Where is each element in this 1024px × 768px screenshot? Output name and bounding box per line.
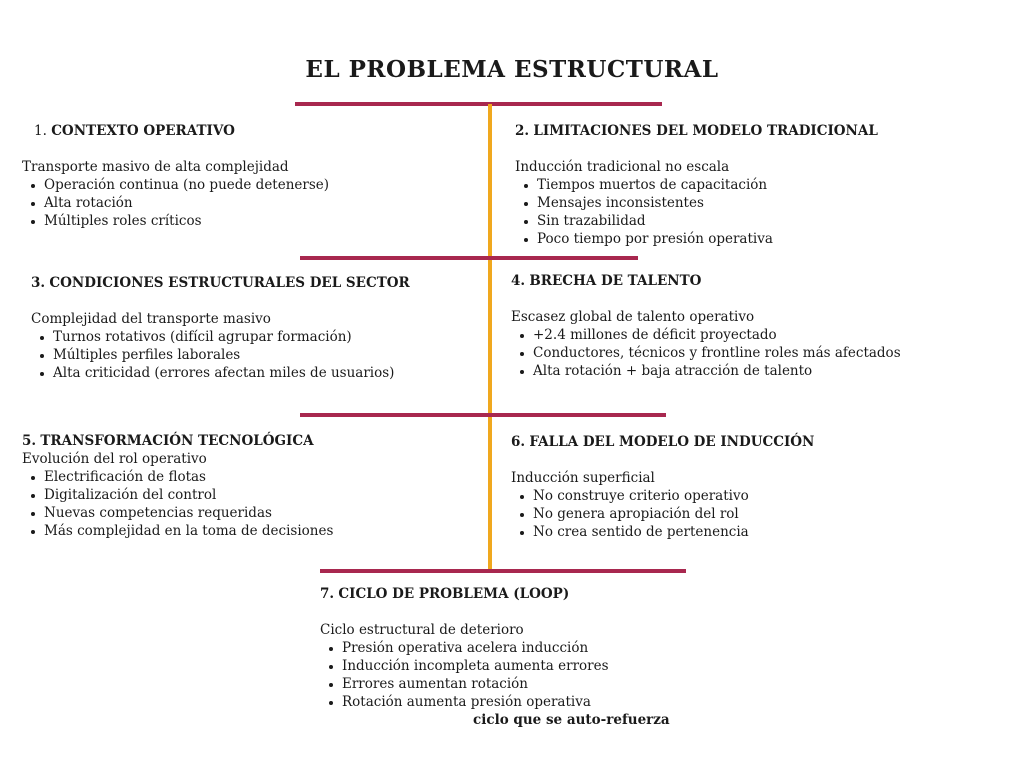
section-heading: BRECHA DE TALENTO xyxy=(529,273,702,289)
list-item: Múltiples perfiles laborales xyxy=(31,346,410,364)
list-item: Electrificación de flotas xyxy=(22,468,333,486)
section-3 xyxy=(31,274,410,382)
section-number: 5. xyxy=(22,433,37,449)
section-heading: TRANSFORMACIÓN TECNOLÓGICA xyxy=(40,433,314,449)
list-item: Operación continua (no puede detenerse) xyxy=(22,176,329,194)
list-item: Errores aumentan rotación xyxy=(320,675,609,693)
section-intro: Ciclo estructural de deterioro xyxy=(320,622,524,638)
diagram-title: EL PROBLEMA ESTRUCTURAL xyxy=(305,56,719,83)
section-intro: Transporte masivo de alta complejidad xyxy=(22,159,289,175)
list-item: Tiempos muertos de capacitación xyxy=(515,176,878,194)
list-item: Inducción incompleta aumenta errores xyxy=(320,657,609,675)
list-item: Alta criticidad (errores afectan miles de usuarios) xyxy=(31,364,410,382)
section-5 xyxy=(22,432,333,540)
section-7 xyxy=(320,585,609,711)
bullet-list xyxy=(22,468,333,540)
list-item: Rotación aumenta presión operativa xyxy=(320,693,609,711)
section-intro: Evolución del rol operativo xyxy=(22,451,207,467)
list-item: No genera apropiación del rol xyxy=(511,505,814,523)
section-4 xyxy=(511,272,901,380)
list-item: Alta rotación + baja atracción de talento xyxy=(511,362,901,380)
list-item: Turnos rotativos (difícil agrupar formación) xyxy=(31,328,410,346)
section-6 xyxy=(511,433,814,541)
divider-row-3 xyxy=(300,413,666,417)
section-intro: Inducción superficial xyxy=(511,470,655,486)
divider-top xyxy=(295,102,662,106)
section-2 xyxy=(515,122,878,248)
section-heading: CICLO DE PROBLEMA (LOOP) xyxy=(338,586,570,602)
section-number: 3. xyxy=(31,275,46,291)
section-heading: FALLA DEL MODELO DE INDUCCIÓN xyxy=(529,434,815,450)
list-item: No construye criterio operativo xyxy=(511,487,814,505)
list-item: Mensajes inconsistentes xyxy=(515,194,878,212)
section-number: 4. xyxy=(511,273,526,289)
section-heading: CONTEXTO OPERATIVO xyxy=(51,123,235,139)
list-item: Digitalización del control xyxy=(22,486,333,504)
list-item: Alta rotación xyxy=(22,194,329,212)
loop-caption: ciclo que se auto-refuerza xyxy=(473,712,670,728)
section-number: 1. xyxy=(34,123,47,139)
section-heading: LIMITACIONES DEL MODELO TRADICIONAL xyxy=(533,123,878,139)
list-item: No crea sentido de pertenencia xyxy=(511,523,814,541)
section-number: 2. xyxy=(515,123,530,139)
section-intro: Inducción tradicional no escala xyxy=(515,159,730,175)
bullet-list xyxy=(320,639,609,711)
divider-bottom xyxy=(320,569,686,573)
list-item: Más complejidad en la toma de decisiones xyxy=(22,522,333,540)
spine-vertical xyxy=(488,104,492,570)
bullet-list xyxy=(31,328,410,382)
section-number: 7. xyxy=(320,586,335,602)
list-item: Sin trazabilidad xyxy=(515,212,878,230)
list-item: Conductores, técnicos y frontline roles más afectados xyxy=(511,344,901,362)
section-number: 6. xyxy=(511,434,526,450)
section-intro: Escasez global de talento operativo xyxy=(511,309,755,325)
section-intro: Complejidad del transporte masivo xyxy=(31,311,271,327)
bullet-list xyxy=(515,176,878,248)
list-item: Nuevas competencias requeridas xyxy=(22,504,333,522)
divider-row-2 xyxy=(300,256,638,260)
bullet-list xyxy=(511,487,814,541)
bullet-list xyxy=(22,176,329,230)
bullet-list xyxy=(511,326,901,380)
list-item: Poco tiempo por presión operativa xyxy=(515,230,878,248)
list-item: +2.4 millones de déficit proyectado xyxy=(511,326,901,344)
section-heading: CONDICIONES ESTRUCTURALES DEL SECTOR xyxy=(49,275,410,291)
list-item: Múltiples roles críticos xyxy=(22,212,329,230)
section-1 xyxy=(22,122,329,230)
list-item: Presión operativa acelera inducción xyxy=(320,639,609,657)
